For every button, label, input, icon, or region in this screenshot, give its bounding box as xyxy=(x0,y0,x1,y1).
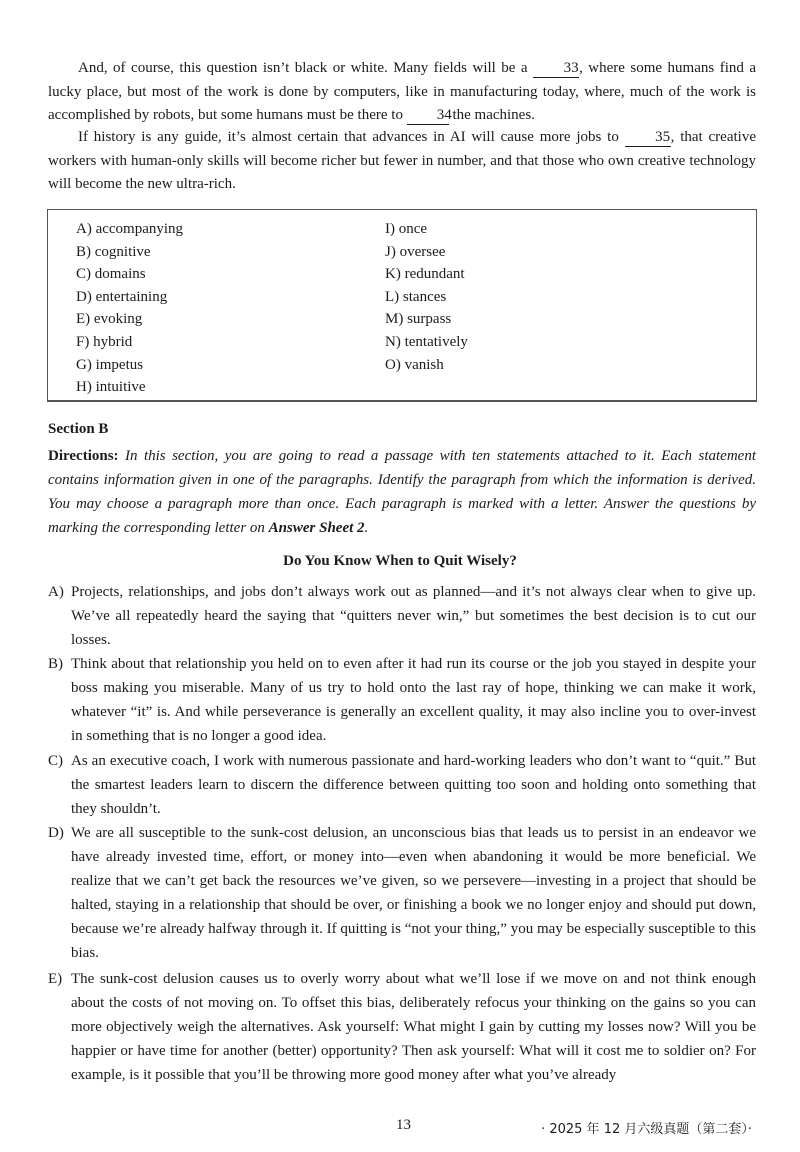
word-option: I) once xyxy=(385,221,428,237)
word-option: N) tentatively xyxy=(385,333,468,350)
directions-label: Directions: xyxy=(48,448,119,464)
passage-paragraph-e xyxy=(48,967,756,1087)
directions-end: . xyxy=(364,520,369,536)
directions-text: In this section, you are going to read a passage with ten statements attached to it. Each statement contains information given in one of the paragraphs. Identify the paragraph from which the information is derived. You may choose a paragraph more than once. Each paragraph is marked with a letter. Answer the questions by marking the corresponding letter on xyxy=(48,448,756,536)
word-option: G) impetus xyxy=(76,356,144,373)
word-option: O) vanish xyxy=(385,356,444,373)
paragraph-text: As an executive coach, I work with numerous passionate and hard-working leaders who don’t want to “quit.” But the smartest leaders learn to discern the difference between quitting too soon and holding onto something that they shouldn’t. xyxy=(71,753,756,818)
cloze-text: the machines. xyxy=(448,107,535,123)
word-option: H) intuitive xyxy=(76,379,146,396)
word-bank xyxy=(47,209,757,402)
word-bank-right-column xyxy=(385,218,468,376)
page-number: 13 xyxy=(396,1117,411,1133)
word-option: A) accompanying xyxy=(76,221,184,237)
blank-35[interactable]: 35 xyxy=(625,129,671,147)
passage-paragraph-b xyxy=(48,652,756,748)
paragraph-letter: A) xyxy=(48,584,64,600)
word-option: L) stances xyxy=(385,288,447,305)
exam-footer-label: · 2025 年 12 月六级真题（第二套）· xyxy=(541,1122,752,1137)
paragraph-letter: C) xyxy=(48,753,63,769)
blank-33[interactable]: 33 xyxy=(533,60,579,78)
section-b-heading: Section B xyxy=(48,421,109,437)
paragraph-text: Projects, relationships, and jobs don’t always work out as planned—and it’s not always clear when to give up. We’ve all repeatedly heard the saying that “quitters never win,” but sometimes the best decision is to cut our losses. xyxy=(71,584,756,649)
word-option: K) redundant xyxy=(385,266,465,283)
cloze-text: And, of course, this question isn’t black or white. Many fields will be a xyxy=(78,60,534,76)
word-option: D) entertaining xyxy=(76,288,168,305)
answer-sheet-label: Answer Sheet 2 xyxy=(268,520,365,536)
passage-paragraph-c xyxy=(48,749,756,821)
cloze-text: , that creative workers with human-only skills will become richer but fewer in number, and that those who own creative technology will become the new ultra-rich. xyxy=(48,129,756,192)
paragraph-text: We are all susceptible to the sunk-cost delusion, an unconscious bias that leads us to persist in an endeavor we have already invested time, effort, or money into—even when abandoning it would be more beneficial. We realize that we can’t get back the resources we’ve given, so we persevere—investing in a project that should be halted, staying in a relationship that should be over, or finishing a book we no longer enjoy and should put down, because we’re already halfway through it. If quitting is “not your thing,” you may be especially susceptible to this bias. xyxy=(71,825,756,962)
paragraph-cloze-2 xyxy=(48,126,756,197)
word-option: J) oversee xyxy=(385,243,446,260)
paragraph-letter: B) xyxy=(48,656,63,672)
paragraph-letter: D) xyxy=(48,825,64,841)
passage-title: Do You Know When to Quit Wisely? xyxy=(283,553,517,569)
cloze-text: , where some humans find a lucky place, but most of the work is done by computers, like in manufacturing today, where, much of the work is accomplished by robots, but some humans must be there to xyxy=(48,60,756,123)
word-option: E) evoking xyxy=(76,311,143,328)
word-option: C) domains xyxy=(76,266,146,283)
word-option: M) surpass xyxy=(385,311,452,328)
directions-paragraph xyxy=(48,444,756,540)
paragraph-letter: E) xyxy=(48,971,63,987)
passage-paragraph-d xyxy=(48,821,756,966)
paragraph-text: The sunk-cost delusion causes us to overly worry about what we’ll lose if we move on and not think enough about the costs of not moving on. To offset this bias, deliberately refocus your thinking on the gains so you can more objectively weigh the alternatives. Ask yourself: What might I gain by cutting my losses now? Will you be happier or have time for another (better) opportunity? Then ask yourself: What will it cost me to soldier on? For example, is it possible that you’ll be throwing more good money after what you’ve already xyxy=(71,971,756,1084)
word-option: F) hybrid xyxy=(76,333,133,350)
word-option: B) cognitive xyxy=(76,243,151,260)
cloze-text: If history is any guide, it’s almost certain that advances in AI will cause more jobs to xyxy=(78,129,625,145)
blank-34[interactable]: 34 xyxy=(407,107,449,125)
paragraph-text: Think about that relationship you held on to even after it had run its course or the job you stayed in despite your boss making you miserable. Many of us try to hold onto the last ray of hope, thinking we can make it work, whatever “it” is. And while perseverance is generally an excellent quality, it may also incline you to over-invest in something that is no longer a good idea. xyxy=(71,656,756,745)
word-bank-left-column xyxy=(76,218,183,399)
passage-paragraph-a xyxy=(48,580,756,652)
paragraph-cloze-1 xyxy=(48,57,756,128)
